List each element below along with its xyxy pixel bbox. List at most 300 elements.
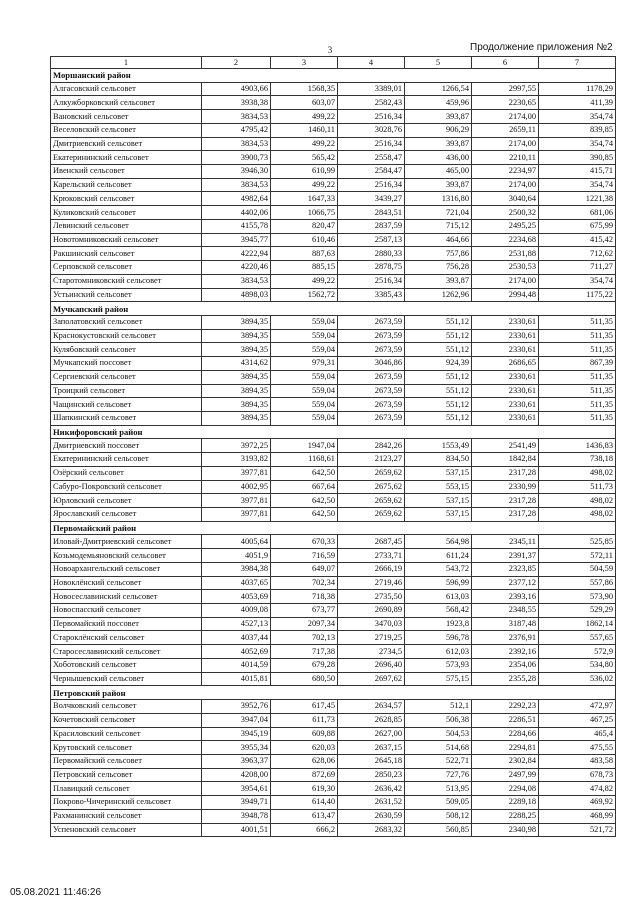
value-cell: 610,99	[271, 165, 338, 179]
value-cell: 4220,46	[202, 261, 271, 275]
value-cell: 559,04	[271, 384, 338, 398]
value-cell: 2878,75	[338, 261, 405, 275]
settlement-name: Алкужборковский сельсовет	[51, 96, 202, 110]
table-row	[51, 549, 616, 563]
value-cell: 2348,55	[472, 604, 539, 618]
value-cell: 712,62	[539, 247, 616, 261]
value-cell: 2292,23	[472, 700, 539, 714]
header-cell: 7	[539, 57, 616, 69]
value-cell: 979,31	[271, 357, 338, 371]
value-cell: 537,15	[405, 494, 472, 508]
value-cell: 872,69	[271, 768, 338, 782]
value-cell: 415,42	[539, 233, 616, 247]
district-row	[51, 686, 616, 700]
table-row	[51, 617, 616, 631]
value-cell: 2330,99	[472, 480, 539, 494]
settlement-name: Ярославский сельсовет	[51, 508, 202, 522]
value-cell: 4014,59	[202, 658, 271, 672]
value-cell: 4053,69	[202, 590, 271, 604]
value-cell: 464,66	[405, 233, 472, 247]
value-cell: 2683,32	[338, 823, 405, 837]
table-row	[51, 123, 616, 137]
value-cell: 2735,50	[338, 590, 405, 604]
value-cell: 2516,34	[338, 110, 405, 124]
value-cell: 2123,27	[338, 453, 405, 467]
settlement-name: Веселовский сельсовет	[51, 123, 202, 137]
value-cell: 551,12	[405, 315, 472, 329]
value-cell: 2530,53	[472, 261, 539, 275]
value-cell: 3948,78	[202, 809, 271, 823]
settlement-name: Мучкапский поссовет	[51, 357, 202, 371]
value-cell: 559,04	[271, 370, 338, 384]
table-row	[51, 480, 616, 494]
value-cell: 2500,32	[472, 206, 539, 220]
value-cell: 2673,59	[338, 315, 405, 329]
value-cell: 2294,81	[472, 741, 539, 755]
settlement-name: Вановский сельсовет	[51, 110, 202, 124]
settlement-name: Крюковский сельсовет	[51, 192, 202, 206]
table-row	[51, 398, 616, 412]
value-cell: 3894,35	[202, 411, 271, 425]
table-row	[51, 727, 616, 741]
value-cell: 551,12	[405, 384, 472, 398]
value-cell: 390,85	[539, 151, 616, 165]
table-row	[51, 796, 616, 810]
value-cell: 3894,35	[202, 329, 271, 343]
settlement-name: Старосеславинский сельсовет	[51, 645, 202, 659]
value-cell: 354,74	[539, 110, 616, 124]
value-cell: 2376,91	[472, 631, 539, 645]
settlement-name: Чащинский сельсовет	[51, 398, 202, 412]
value-cell: 2234,68	[472, 233, 539, 247]
value-cell: 2636,42	[338, 782, 405, 796]
value-cell: 511,73	[539, 480, 616, 494]
value-cell: 511,35	[539, 329, 616, 343]
value-cell: 551,12	[405, 398, 472, 412]
value-cell: 673,77	[271, 604, 338, 618]
value-cell: 2302,84	[472, 754, 539, 768]
value-cell: 2391,37	[472, 549, 539, 563]
settlement-name: Ракшинский сельсовет	[51, 247, 202, 261]
table-row	[51, 384, 616, 398]
table-row	[51, 178, 616, 192]
district-row	[51, 425, 616, 439]
value-cell: 521,72	[539, 823, 616, 837]
table-row	[51, 508, 616, 522]
settlement-name: Кулябовский сельсовет	[51, 343, 202, 357]
value-cell: 2673,59	[338, 384, 405, 398]
value-cell: 649,07	[271, 562, 338, 576]
value-cell: 2582,43	[338, 96, 405, 110]
value-cell: 1266,54	[405, 82, 472, 96]
table-row	[51, 137, 616, 151]
settlement-name: Левинский сельсовет	[51, 219, 202, 233]
value-cell: 4903,66	[202, 82, 271, 96]
settlement-name: Крутовский сельсовет	[51, 741, 202, 755]
value-cell: 2377,12	[472, 576, 539, 590]
value-cell: 1842,84	[472, 453, 539, 467]
header-row	[51, 57, 616, 69]
value-cell: 467,25	[539, 713, 616, 727]
value-cell: 522,71	[405, 754, 472, 768]
value-cell: 3955,34	[202, 741, 271, 755]
value-cell: 711,27	[539, 261, 616, 275]
district-row	[51, 69, 616, 83]
value-cell: 2696,40	[338, 658, 405, 672]
settlement-name: Красиловский сельсовет	[51, 727, 202, 741]
table-row	[51, 247, 616, 261]
value-cell: 511,35	[539, 370, 616, 384]
value-cell: 2687,45	[338, 535, 405, 549]
value-cell: 721,04	[405, 206, 472, 220]
value-cell: 2697,62	[338, 672, 405, 686]
settlement-name: Петровский сельсовет	[51, 768, 202, 782]
value-cell: 3952,76	[202, 700, 271, 714]
value-cell: 553,15	[405, 480, 472, 494]
value-cell: 2659,62	[338, 494, 405, 508]
value-cell: 3834,53	[202, 137, 271, 151]
value-cell: 2673,59	[338, 343, 405, 357]
value-cell: 3834,53	[202, 178, 271, 192]
header-cell: 4	[338, 57, 405, 69]
value-cell: 2558,47	[338, 151, 405, 165]
value-cell: 3938,38	[202, 96, 271, 110]
value-cell: 1178,29	[539, 82, 616, 96]
value-cell: 498,02	[539, 494, 616, 508]
value-cell: 2284,66	[472, 727, 539, 741]
value-cell: 559,04	[271, 329, 338, 343]
value-cell: 666,2	[271, 823, 338, 837]
table-row	[51, 809, 616, 823]
value-cell: 2230,65	[472, 96, 539, 110]
settlement-name: Иловай-Дмитриевский сельсовет	[51, 535, 202, 549]
value-cell: 3040,64	[472, 192, 539, 206]
value-cell: 2850,23	[338, 768, 405, 782]
value-cell: 354,74	[539, 178, 616, 192]
value-cell: 4051,9	[202, 549, 271, 563]
value-cell: 2330,61	[472, 411, 539, 425]
value-cell: 1460,11	[271, 123, 338, 137]
value-cell: 702,34	[271, 576, 338, 590]
value-cell: 2631,52	[338, 796, 405, 810]
value-cell: 2690,89	[338, 604, 405, 618]
table-row	[51, 357, 616, 371]
value-cell: 757,86	[405, 247, 472, 261]
value-cell: 436,00	[405, 151, 472, 165]
table-row	[51, 754, 616, 768]
value-cell: 2734,5	[338, 645, 405, 659]
value-cell: 4314,62	[202, 357, 271, 371]
value-cell: 596,99	[405, 576, 472, 590]
value-cell: 3963,37	[202, 754, 271, 768]
settlement-name: Шапкинский сельсовет	[51, 411, 202, 425]
value-cell: 393,87	[405, 137, 472, 151]
value-cell: 3894,35	[202, 370, 271, 384]
value-cell: 465,00	[405, 165, 472, 179]
settlement-name: Куликовский сельсовет	[51, 206, 202, 220]
table-row	[51, 110, 616, 124]
table-row	[51, 315, 616, 329]
value-cell: 3954,61	[202, 782, 271, 796]
value-cell: 468,99	[539, 809, 616, 823]
value-cell: 411,39	[539, 96, 616, 110]
value-cell: 4982,64	[202, 192, 271, 206]
value-cell: 2686,65	[472, 357, 539, 371]
value-cell: 2330,61	[472, 398, 539, 412]
value-cell: 611,24	[405, 549, 472, 563]
value-cell: 564,98	[405, 535, 472, 549]
value-cell: 2634,57	[338, 700, 405, 714]
value-cell: 2330,61	[472, 384, 539, 398]
value-cell: 2294,08	[472, 782, 539, 796]
settlement-name: Чернышевский сельсовет	[51, 672, 202, 686]
district-row	[51, 302, 616, 316]
table-row	[51, 741, 616, 755]
value-cell: 551,12	[405, 370, 472, 384]
value-cell: 529,29	[539, 604, 616, 618]
settlement-name: Сергиевский сельсовет	[51, 370, 202, 384]
settlement-name: Дмитриевский поссовет	[51, 439, 202, 453]
value-cell: 3193,82	[202, 453, 271, 467]
value-cell: 2659,11	[472, 123, 539, 137]
value-cell: 2330,61	[472, 329, 539, 343]
value-cell: 3470,03	[338, 617, 405, 631]
value-cell: 679,28	[271, 658, 338, 672]
value-cell: 551,12	[405, 411, 472, 425]
value-cell: 2630,59	[338, 809, 405, 823]
value-cell: 2174,00	[472, 137, 539, 151]
value-cell: 715,12	[405, 219, 472, 233]
value-cell: 354,74	[539, 137, 616, 151]
value-cell: 393,87	[405, 274, 472, 288]
value-cell: 3028,76	[338, 123, 405, 137]
value-cell: 2317,28	[472, 508, 539, 522]
value-cell: 499,22	[271, 137, 338, 151]
value-cell: 4208,00	[202, 768, 271, 782]
table-row	[51, 219, 616, 233]
value-cell: 3894,35	[202, 384, 271, 398]
settlement-name: Первомайский сельсовет	[51, 754, 202, 768]
value-cell: 2392,16	[472, 645, 539, 659]
settlement-name: Екатерининский сельсовет	[51, 453, 202, 467]
value-cell: 1316,80	[405, 192, 472, 206]
settlement-name: Сабуро-Покровский сельсовет	[51, 480, 202, 494]
value-cell: 3834,53	[202, 274, 271, 288]
table-row	[51, 274, 616, 288]
header-cell: 1	[51, 57, 202, 69]
district-row	[51, 521, 616, 535]
value-cell: 469,92	[539, 796, 616, 810]
value-cell: 613,03	[405, 590, 472, 604]
settlement-name: Троицкий сельсовет	[51, 384, 202, 398]
value-cell: 551,12	[405, 343, 472, 357]
settlement-name: Новосеславинский сельсовет	[51, 590, 202, 604]
value-cell: 560,85	[405, 823, 472, 837]
value-cell: 572,9	[539, 645, 616, 659]
value-cell: 3949,71	[202, 796, 271, 810]
value-cell: 2880,33	[338, 247, 405, 261]
value-cell: 483,58	[539, 754, 616, 768]
table-row	[51, 192, 616, 206]
value-cell: 887,63	[271, 247, 338, 261]
district-name: Первомайский район	[51, 521, 616, 535]
table-row	[51, 768, 616, 782]
settlement-name: Кочетовский сельсовет	[51, 713, 202, 727]
value-cell: 559,04	[271, 398, 338, 412]
value-cell: 568,42	[405, 604, 472, 618]
value-cell: 536,02	[539, 672, 616, 686]
value-cell: 572,11	[539, 549, 616, 563]
table-row	[51, 494, 616, 508]
value-cell: 2584,47	[338, 165, 405, 179]
table-row	[51, 96, 616, 110]
settlement-name: Покрово-Чичеринский сельсовет	[51, 796, 202, 810]
value-cell: 543,72	[405, 562, 472, 576]
settlement-name: Рахманинский сельсовет	[51, 809, 202, 823]
table-row	[51, 82, 616, 96]
table-row	[51, 590, 616, 604]
value-cell: 906,29	[405, 123, 472, 137]
value-cell: 702,13	[271, 631, 338, 645]
value-cell: 727,76	[405, 768, 472, 782]
table-row	[51, 206, 616, 220]
settlement-name: Старотомниковский сельсовет	[51, 274, 202, 288]
value-cell: 2645,18	[338, 754, 405, 768]
value-cell: 1262,96	[405, 288, 472, 302]
value-cell: 3187,48	[472, 617, 539, 631]
value-cell: 756,28	[405, 261, 472, 275]
value-cell: 2393,16	[472, 590, 539, 604]
settlement-name: Хоботовский сельсовет	[51, 658, 202, 672]
value-cell: 4795,42	[202, 123, 271, 137]
table-row	[51, 604, 616, 618]
value-cell: 1647,33	[271, 192, 338, 206]
value-cell: 3984,38	[202, 562, 271, 576]
value-cell: 2289,18	[472, 796, 539, 810]
value-cell: 465,4	[539, 727, 616, 741]
table-row	[51, 562, 616, 576]
settlement-name: Карельский сельсовет	[51, 178, 202, 192]
value-cell: 3977,81	[202, 494, 271, 508]
settlement-name: Плавицкий сельсовет	[51, 782, 202, 796]
value-cell: 3900,73	[202, 151, 271, 165]
value-cell: 2659,62	[338, 466, 405, 480]
value-cell: 1221,38	[539, 192, 616, 206]
value-cell: 2234,97	[472, 165, 539, 179]
header-cell: 6	[472, 57, 539, 69]
table-row	[51, 631, 616, 645]
value-cell: 2628,85	[338, 713, 405, 727]
value-cell: 551,12	[405, 329, 472, 343]
header-cell: 3	[271, 57, 338, 69]
value-cell: 2210,11	[472, 151, 539, 165]
header-cell: 5	[405, 57, 472, 69]
value-cell: 3389,01	[338, 82, 405, 96]
value-cell: 4898,03	[202, 288, 271, 302]
value-cell: 867,39	[539, 357, 616, 371]
value-cell: 1168,61	[271, 453, 338, 467]
table-row	[51, 823, 616, 837]
table-row	[51, 700, 616, 714]
table-row	[51, 466, 616, 480]
value-cell: 2842,26	[338, 439, 405, 453]
settlement-name: Краснокустовский сельсовет	[51, 329, 202, 343]
value-cell: 3947,04	[202, 713, 271, 727]
value-cell: 1923,8	[405, 617, 472, 631]
value-cell: 1568,35	[271, 82, 338, 96]
value-cell: 575,15	[405, 672, 472, 686]
value-cell: 2719,25	[338, 631, 405, 645]
value-cell: 924,39	[405, 357, 472, 371]
value-cell: 557,86	[539, 576, 616, 590]
value-cell: 2673,59	[338, 329, 405, 343]
settlement-name: Успеновский сельсовет	[51, 823, 202, 837]
value-cell: 2837,59	[338, 219, 405, 233]
value-cell: 4052,69	[202, 645, 271, 659]
value-cell: 4009,08	[202, 604, 271, 618]
value-cell: 2317,28	[472, 494, 539, 508]
table-row	[51, 645, 616, 659]
value-cell: 2541,49	[472, 439, 539, 453]
value-cell: 2097,34	[271, 617, 338, 631]
value-cell: 498,02	[539, 508, 616, 522]
value-cell: 603,07	[271, 96, 338, 110]
value-cell: 2330,61	[472, 343, 539, 357]
table-row	[51, 713, 616, 727]
value-cell: 3894,35	[202, 343, 271, 357]
value-cell: 2497,99	[472, 768, 539, 782]
value-cell: 525,85	[539, 535, 616, 549]
value-cell: 596,78	[405, 631, 472, 645]
value-cell: 2330,61	[472, 370, 539, 384]
value-cell: 4015,81	[202, 672, 271, 686]
value-cell: 2174,00	[472, 110, 539, 124]
header-cell: 2	[202, 57, 271, 69]
table-row	[51, 535, 616, 549]
table-row	[51, 453, 616, 467]
settlement-name: Екатерининский сельсовет	[51, 151, 202, 165]
value-cell: 514,68	[405, 741, 472, 755]
value-cell: 559,04	[271, 315, 338, 329]
value-cell: 678,73	[539, 768, 616, 782]
value-cell: 475,55	[539, 741, 616, 755]
value-cell: 499,22	[271, 110, 338, 124]
table-row	[51, 411, 616, 425]
value-cell: 4037,44	[202, 631, 271, 645]
table-row	[51, 658, 616, 672]
value-cell: 1562,72	[271, 288, 338, 302]
value-cell: 506,38	[405, 713, 472, 727]
value-cell: 3385,43	[338, 288, 405, 302]
value-cell: 609,88	[271, 727, 338, 741]
value-cell: 393,87	[405, 110, 472, 124]
settlement-name: Первомайский поссовет	[51, 617, 202, 631]
settlement-name: Ивенский сельсовет	[51, 165, 202, 179]
settlement-name: Серповской сельсовет	[51, 261, 202, 275]
value-cell: 511,35	[539, 343, 616, 357]
print-timestamp: 05.08.2021 11:46:26	[10, 887, 102, 898]
allocation-table	[50, 56, 616, 837]
settlement-name: Алгасовский сельсовет	[51, 82, 202, 96]
table-row	[51, 439, 616, 453]
table-row	[51, 782, 616, 796]
value-cell: 4527,13	[202, 617, 271, 631]
table-row	[51, 261, 616, 275]
appendix-caption: Продолжение приложения №2	[470, 42, 613, 53]
value-cell: 4001,51	[202, 823, 271, 837]
value-cell: 393,87	[405, 178, 472, 192]
value-cell: 670,33	[271, 535, 338, 549]
